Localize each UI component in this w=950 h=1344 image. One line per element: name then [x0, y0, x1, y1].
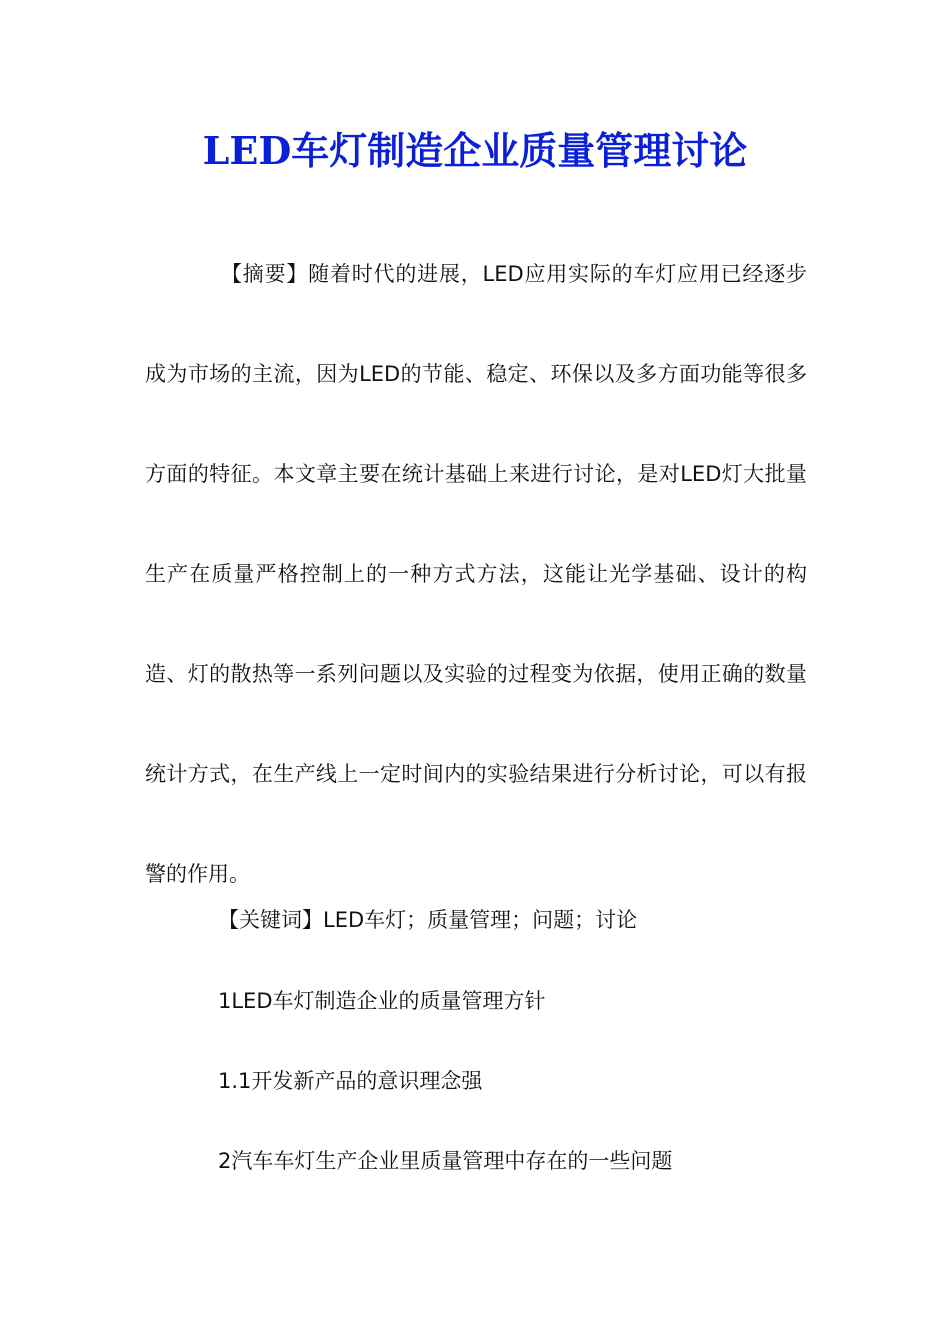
document-title: LED车灯制造企业质量管理讨论: [202, 128, 748, 173]
section-heading-2: 2汽车车灯生产企业里质量管理中存在的一些问题: [218, 1149, 673, 1173]
abstract-paragraph: 【摘要】随着时代的进展，LED应用实际的车灯应用已经逐步成为市场的主流，因为LED的节能、稳定、环保以及多方面功能等很多方面的特征。本文章主要在统计基础上来进行讨论，是对LED灯大批量生产在质量严格控制上的一种方式方法，这能让光学基础、设计的构造、灯的散热等一系列问题以及实验的过程变为依据，使用正确的数量统计方式，在生产线上一定时间内的实验结果进行分析讨论，可以有报警的作用。: [145, 262, 807, 886]
section-heading-1: 1LED车灯制造企业的质量管理方针: [218, 989, 546, 1013]
keywords-line: 【关键词】LED车灯；质量管理；问题；讨论: [218, 908, 638, 932]
section-heading-1-1: 1.1开发新产品的意识理念强: [218, 1069, 483, 1093]
